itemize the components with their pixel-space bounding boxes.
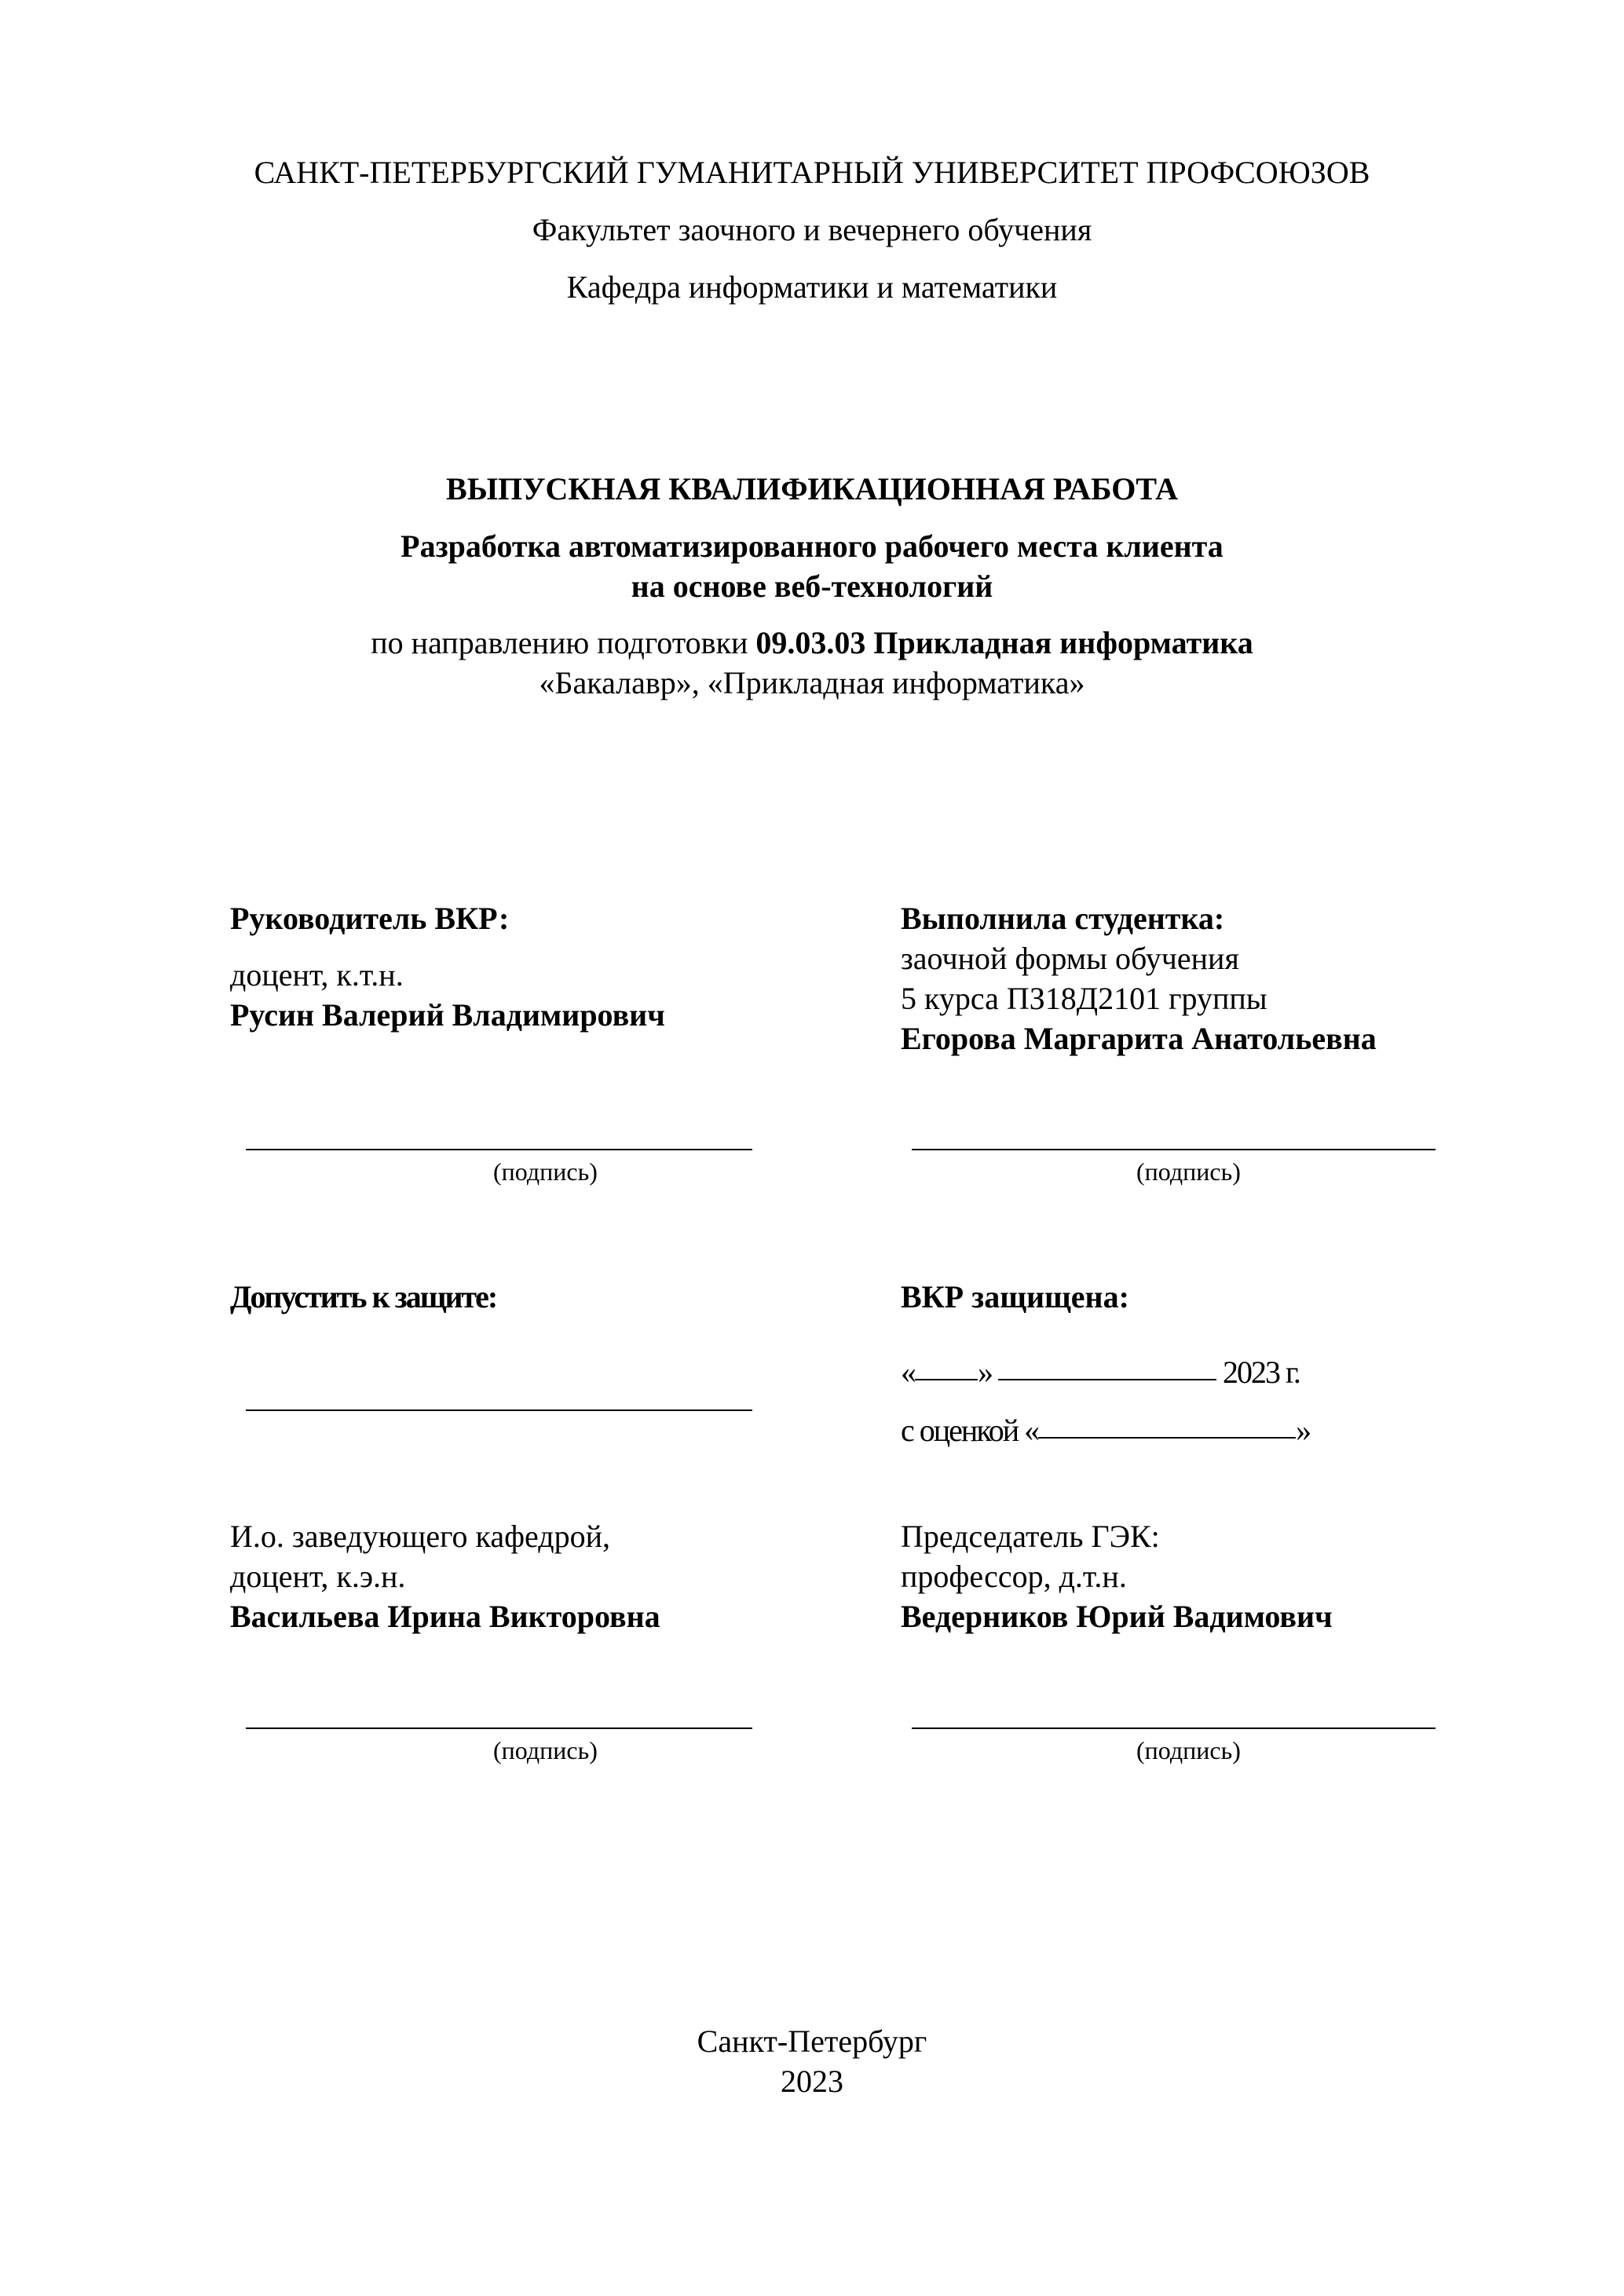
- date-open-quote: «: [901, 1355, 915, 1390]
- student-group: 5 курса ПЗ18Д2101 группы: [901, 981, 1267, 1016]
- footer-city: Санкт-Петербург: [697, 2024, 927, 2059]
- footer-year: 2023: [781, 2064, 843, 2099]
- date-month-blank: [998, 1379, 1216, 1380]
- direction-prefix: по направлению подготовки: [371, 625, 756, 660]
- supervisor-signature-caption: (подпись): [493, 1157, 598, 1186]
- chair-signature-line: [912, 1727, 1436, 1729]
- date-close-quote: »: [978, 1355, 992, 1390]
- chair-name: Ведерников Юрий Вадимович: [901, 1599, 1333, 1634]
- chair-title: Председатель ГЭК:: [901, 1519, 1160, 1554]
- defense-heading: ВКР защищена:: [901, 1279, 1129, 1314]
- defense-grade-line: [901, 1415, 1310, 1446]
- date-year: 2023 г.: [1223, 1355, 1300, 1390]
- head-signature-line: [246, 1727, 752, 1729]
- department-name: Кафедра информатики и математики: [566, 269, 1058, 305]
- head-position: доцент, к.э.н.: [230, 1559, 406, 1594]
- defense-date-line: [901, 1357, 1300, 1388]
- head-title: И.о. заведующего кафедрой,: [230, 1519, 611, 1554]
- student-form: заочной формы обучения: [901, 941, 1239, 976]
- degree-profile: «Бакалавр», «Прикладная информатика»: [539, 665, 1085, 700]
- direction-line: [0, 627, 1624, 659]
- student-heading: Выполнила студентка:: [901, 901, 1225, 936]
- student-name: Егорова Маргарита Анатольевна: [901, 1021, 1377, 1056]
- thesis-title-line2: на основе веб-технологий: [631, 569, 993, 604]
- university-name: САНКТ-ПЕТЕРБУРГСКИЙ ГУМАНИТАРНЫЙ УНИВЕРСИТЕТ ПРОФСОЮЗОВ: [254, 155, 1370, 190]
- faculty-name: Факультет заочного и вечернего обучения: [532, 212, 1092, 247]
- head-name: Васильева Ирина Викторовна: [230, 1599, 660, 1634]
- supervisor-position: доцент, к.т.н.: [230, 957, 404, 993]
- direction-code: 09.03.03 Прикладная информатика: [755, 625, 1253, 660]
- admission-heading: Допустить к защите:: [230, 1279, 497, 1314]
- grade-blank: [1038, 1437, 1296, 1439]
- date-day-blank: [915, 1379, 978, 1380]
- thesis-type: ВЫПУСКНАЯ КВАЛИФИКАЦИОННАЯ РАБОТА: [446, 471, 1178, 506]
- chair-signature-caption: (подпись): [1136, 1736, 1241, 1764]
- grade-suffix: »: [1296, 1413, 1311, 1448]
- admission-signature-line: [246, 1409, 752, 1411]
- student-signature-line: [912, 1149, 1436, 1150]
- chair-position: профессор, д.т.н.: [901, 1559, 1127, 1594]
- supervisor-heading: Руководитель ВКР:: [230, 901, 510, 936]
- thesis-title-line1: Разработка автоматизированного рабочего места клиента: [401, 528, 1223, 564]
- head-signature-caption: (подпись): [493, 1736, 598, 1764]
- grade-prefix: с оценкой «: [901, 1413, 1039, 1448]
- supervisor-signature-line: [246, 1149, 752, 1150]
- supervisor-name: Русин Валерий Владимирович: [230, 997, 665, 1033]
- student-signature-caption: (подпись): [1136, 1157, 1241, 1186]
